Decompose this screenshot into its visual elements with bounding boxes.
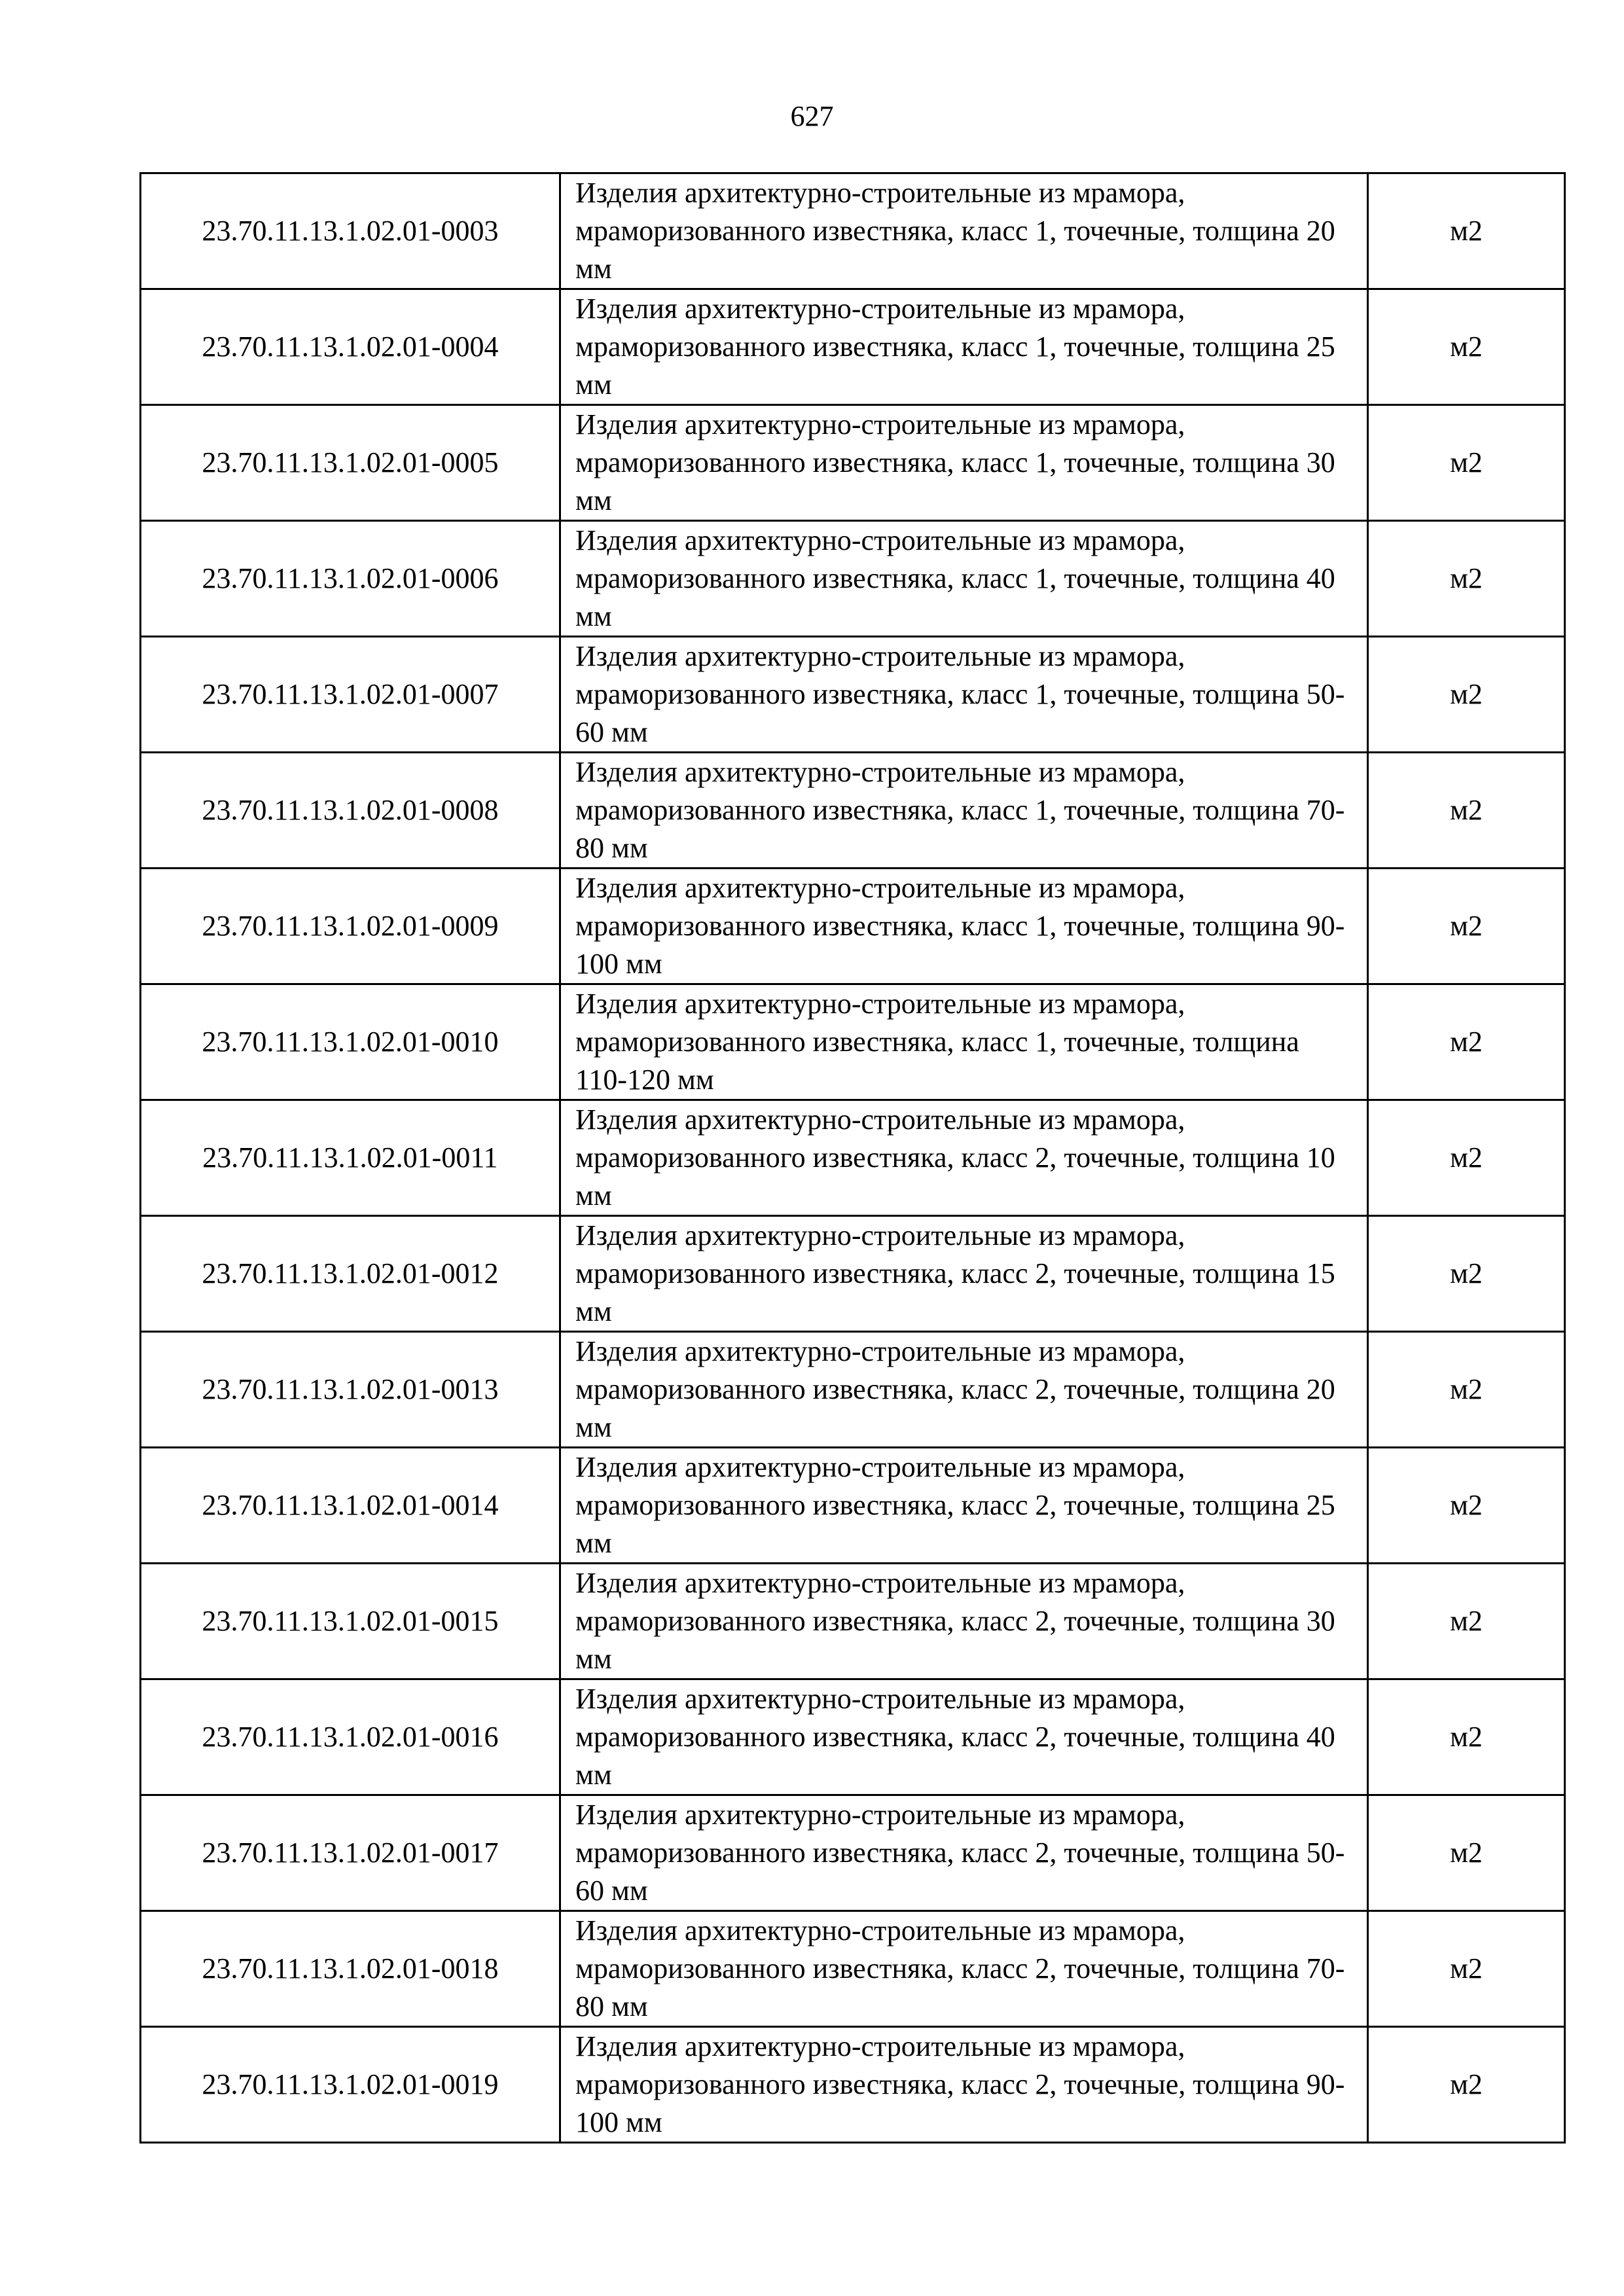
item-name: Изделия архитектурно-строительные из мрамора, мраморизованного известняка, класс 1, точечные, толщина 20 мм — [560, 173, 1368, 289]
table-row — [141, 1216, 1565, 1332]
table-row — [141, 637, 1565, 753]
item-name: Изделия архитектурно-строительные из мрамора, мраморизованного известняка, класс 1, точечные, толщина 110-120 мм — [560, 984, 1368, 1100]
item-name: Изделия архитектурно-строительные из мрамора, мраморизованного известняка, класс 1, точечные, толщина 70-80 мм — [560, 753, 1368, 869]
item-name: Изделия архитектурно-строительные из мрамора, мраморизованного известняка, класс 1, точечные, толщина 40 мм — [560, 521, 1368, 637]
item-unit: м2 — [1368, 1911, 1565, 2027]
item-unit: м2 — [1368, 1795, 1565, 1911]
item-name: Изделия архитектурно-строительные из мрамора, мраморизованного известняка, класс 1, точечные, толщина 30 мм — [560, 405, 1368, 521]
item-unit: м2 — [1368, 1216, 1565, 1332]
table-row — [141, 1332, 1565, 1448]
table-row — [141, 1679, 1565, 1795]
item-code: 23.70.11.13.1.02.01-0011 — [141, 1100, 560, 1216]
item-code: 23.70.11.13.1.02.01-0016 — [141, 1679, 560, 1795]
item-unit: м2 — [1368, 1100, 1565, 1216]
table-row — [141, 753, 1565, 869]
item-name: Изделия архитектурно-строительные из мрамора, мраморизованного известняка, класс 2, точечные, толщина 15 мм — [560, 1216, 1368, 1332]
item-code: 23.70.11.13.1.02.01-0003 — [141, 173, 560, 289]
item-name: Изделия архитектурно-строительные из мрамора, мраморизованного известняка, класс 1, точечные, толщина 50-60 мм — [560, 637, 1368, 753]
item-unit: м2 — [1368, 984, 1565, 1100]
item-name: Изделия архитектурно-строительные из мрамора, мраморизованного известняка, класс 2, точечные, толщина 30 мм — [560, 1564, 1368, 1679]
item-unit: м2 — [1368, 869, 1565, 984]
item-unit: м2 — [1368, 521, 1565, 637]
item-name: Изделия архитектурно-строительные из мрамора, мраморизованного известняка, класс 2, точечные, толщина 20 мм — [560, 1332, 1368, 1448]
table-row — [141, 405, 1565, 521]
table-row — [141, 984, 1565, 1100]
item-code: 23.70.11.13.1.02.01-0006 — [141, 521, 560, 637]
item-code: 23.70.11.13.1.02.01-0007 — [141, 637, 560, 753]
item-name: Изделия архитектурно-строительные из мрамора, мраморизованного известняка, класс 1, точечные, толщина 90-100 мм — [560, 869, 1368, 984]
table-row — [141, 2027, 1565, 2143]
item-code: 23.70.11.13.1.02.01-0014 — [141, 1448, 560, 1564]
item-code: 23.70.11.13.1.02.01-0010 — [141, 984, 560, 1100]
item-unit: м2 — [1368, 753, 1565, 869]
item-code: 23.70.11.13.1.02.01-0018 — [141, 1911, 560, 2027]
table-row — [141, 869, 1565, 984]
page-number: 627 — [790, 100, 834, 132]
item-unit: м2 — [1368, 1679, 1565, 1795]
item-code: 23.70.11.13.1.02.01-0015 — [141, 1564, 560, 1679]
table-row — [141, 521, 1565, 637]
item-name: Изделия архитектурно-строительные из мрамора, мраморизованного известняка, класс 2, точечные, толщина 70-80 мм — [560, 1911, 1368, 2027]
item-unit: м2 — [1368, 405, 1565, 521]
item-code: 23.70.11.13.1.02.01-0013 — [141, 1332, 560, 1448]
item-unit: м2 — [1368, 1332, 1565, 1448]
item-unit: м2 — [1368, 173, 1565, 289]
item-code: 23.70.11.13.1.02.01-0012 — [141, 1216, 560, 1332]
item-unit: м2 — [1368, 1448, 1565, 1564]
item-name: Изделия архитектурно-строительные из мрамора, мраморизованного известняка, класс 2, точечные, толщина 25 мм — [560, 1448, 1368, 1564]
item-unit: м2 — [1368, 2027, 1565, 2143]
item-code: 23.70.11.13.1.02.01-0005 — [141, 405, 560, 521]
item-name: Изделия архитектурно-строительные из мрамора, мраморизованного известняка, класс 2, точечные, толщина 40 мм — [560, 1679, 1368, 1795]
item-name: Изделия архитектурно-строительные из мрамора, мраморизованного известняка, класс 2, точечные, толщина 90-100 мм — [560, 2027, 1368, 2143]
table-row — [141, 173, 1565, 289]
table-row — [141, 1564, 1565, 1679]
item-code: 23.70.11.13.1.02.01-0017 — [141, 1795, 560, 1911]
item-code: 23.70.11.13.1.02.01-0004 — [141, 289, 560, 405]
materials-table — [139, 172, 1566, 2144]
table-row — [141, 1795, 1565, 1911]
item-code: 23.70.11.13.1.02.01-0008 — [141, 753, 560, 869]
table-row — [141, 1448, 1565, 1564]
table-row — [141, 1100, 1565, 1216]
table-row — [141, 1911, 1565, 2027]
item-unit: м2 — [1368, 1564, 1565, 1679]
item-unit: м2 — [1368, 637, 1565, 753]
item-code: 23.70.11.13.1.02.01-0019 — [141, 2027, 560, 2143]
item-code: 23.70.11.13.1.02.01-0009 — [141, 869, 560, 984]
table-row — [141, 289, 1565, 405]
item-unit: м2 — [1368, 289, 1565, 405]
item-name: Изделия архитектурно-строительные из мрамора, мраморизованного известняка, класс 2, точечные, толщина 10 мм — [560, 1100, 1368, 1216]
item-name: Изделия архитектурно-строительные из мрамора, мраморизованного известняка, класс 1, точечные, толщина 25 мм — [560, 289, 1368, 405]
item-name: Изделия архитектурно-строительные из мрамора, мраморизованного известняка, класс 2, точечные, толщина 50-60 мм — [560, 1795, 1368, 1911]
